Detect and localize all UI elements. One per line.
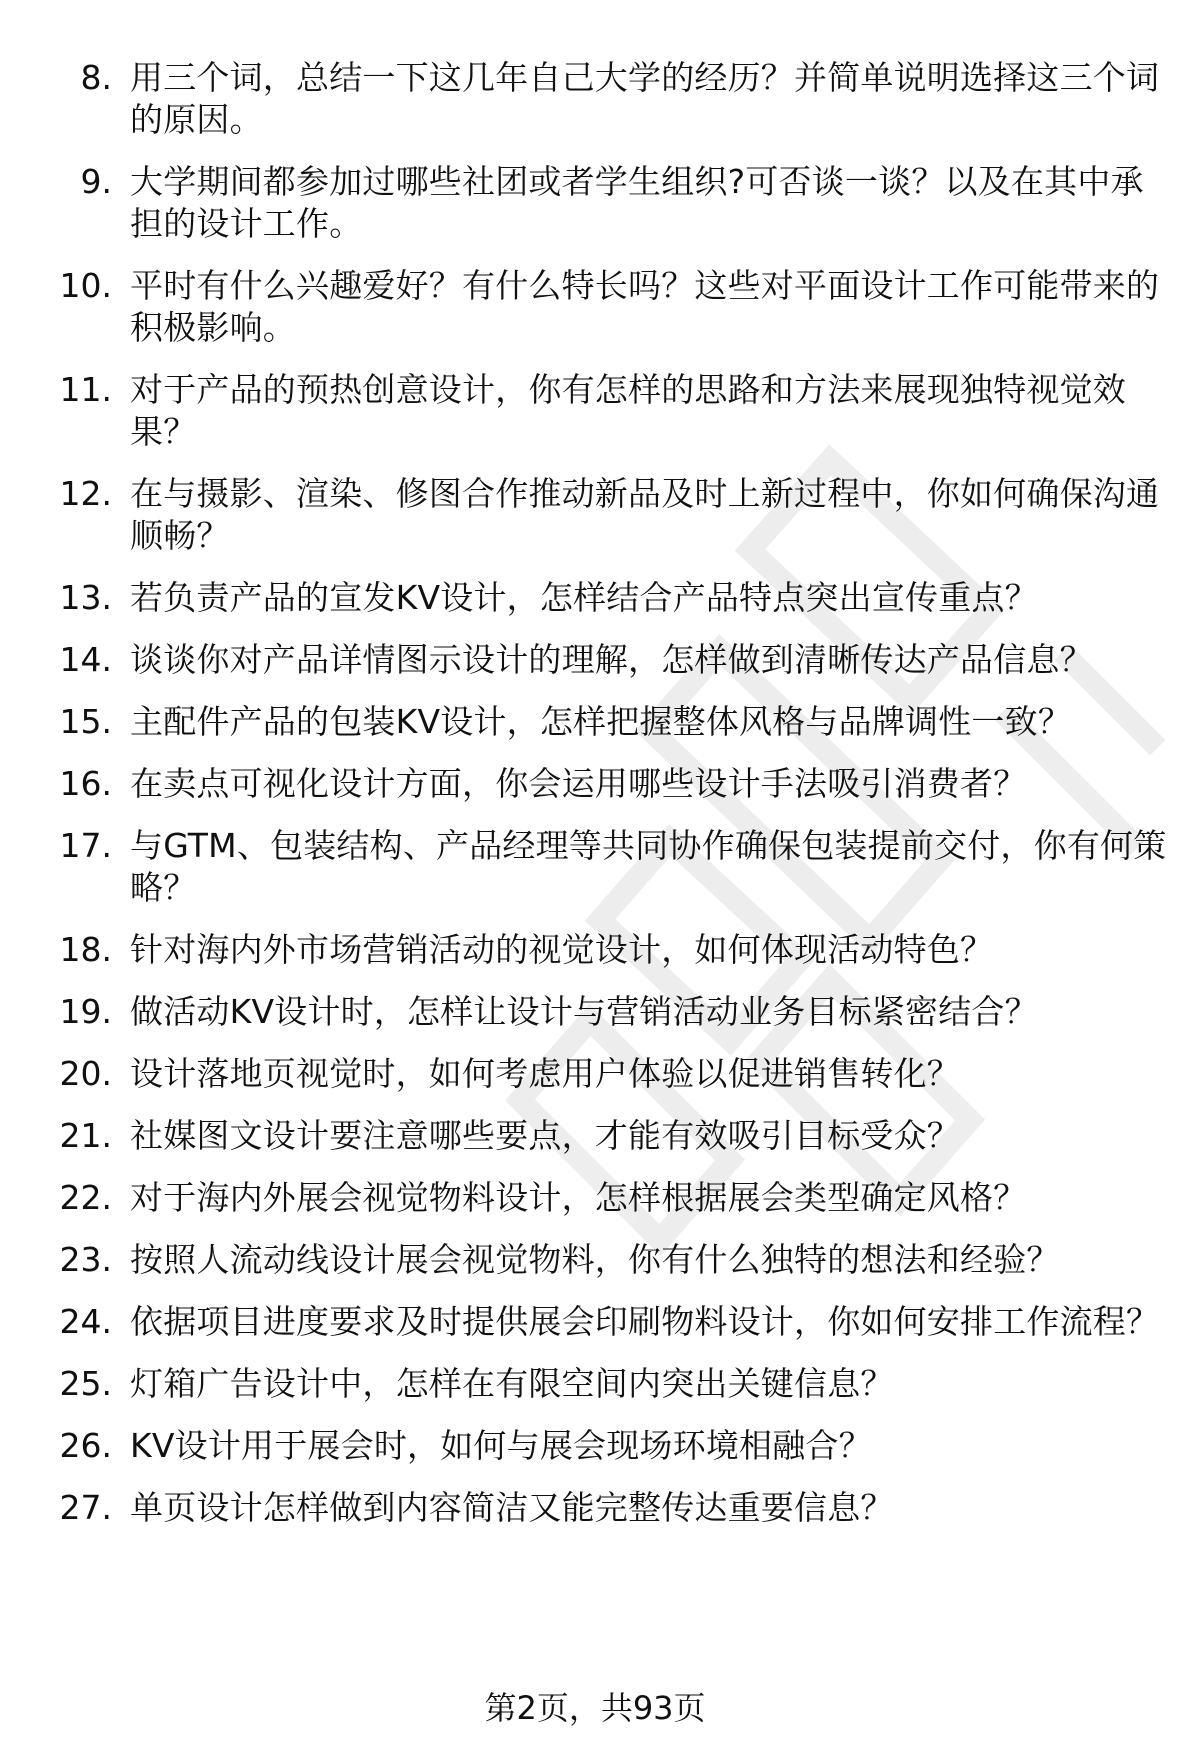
question-number: 27. [59,1488,112,1527]
question-item [0,1301,1190,1343]
question-item [0,825,1190,909]
question-text: 主配件产品的包装KV设计，怎样把握整体风格与品牌调性一致？ [130,702,1072,741]
question-item [0,369,1190,453]
question-number: 24. [59,1302,112,1341]
question-text: 用三个词，总结一下这几年自己大学的经历？并简单说明选择这三个词的原因。 [130,58,1160,139]
question-text: KV设计用于展会时，如何与展会现场环境相融合？ [130,1426,872,1465]
question-number: 9. [80,162,112,201]
question-text: 与GTM、包装结构、产品经理等共同协作确保包装提前交付，你有何策略？ [130,826,1167,907]
question-list [0,57,1190,1549]
question-number: 25. [59,1364,112,1403]
question-item [0,1053,1190,1095]
question-text: 在与摄影、渲染、修图合作推动新品及时上新过程中，你如何确保沟通顺畅？ [130,474,1160,555]
question-number: 22. [59,1178,112,1217]
question-number: 18. [59,930,112,969]
question-text: 大学期间都参加过哪些社团或者学生组织?可否谈一谈？以及在其中承担的设计工作。 [130,162,1144,243]
question-item [0,991,1190,1033]
question-item [0,577,1190,619]
question-number: 20. [59,1054,112,1093]
question-number: 15. [59,702,112,741]
question-text: 灯箱广告设计中，怎样在有限空间内突出关键信息？ [130,1364,894,1403]
question-number: 26. [59,1426,112,1465]
question-text: 设计落地页视觉时，如何考虑用户体验以促进销售转化？ [130,1054,960,1093]
question-number: 19. [59,992,112,1031]
question-number: 10. [59,266,112,305]
question-number: 16. [59,764,112,803]
question-text: 对于海内外展会视觉物料设计，怎样根据展会类型确定风格？ [130,1178,1027,1217]
question-number: 14. [59,640,112,679]
question-item [0,1177,1190,1219]
question-number: 12. [59,474,112,513]
question-item [0,1115,1190,1157]
question-item [0,1425,1190,1467]
question-text: 若负责产品的宣发KV设计，怎样结合产品特点突出宣传重点？ [130,578,1038,617]
page-indicator: 第2页，共93页 [484,1689,706,1727]
question-number: 11. [59,370,112,409]
question-number: 23. [59,1240,112,1279]
question-item [0,701,1190,743]
question-item [0,639,1190,681]
question-text: 按照人流动线设计展会视觉物料，你有什么独特的想法和经验？ [130,1240,1060,1279]
question-text: 做活动KV设计时，怎样让设计与营销活动业务目标紧密结合？ [130,992,1038,1031]
question-item [0,473,1190,557]
question-text: 对于产品的预热创意设计，你有怎样的思路和方法来展现独特视觉效果？ [130,370,1126,451]
question-text: 单页设计怎样做到内容简洁又能完整传达重要信息？ [130,1488,894,1527]
question-text: 依据项目进度要求及时提供展会印刷物料设计，你如何安排工作流程？ [130,1302,1160,1341]
question-item [0,1363,1190,1405]
question-text: 谈谈你对产品详情图示设计的理解，怎样做到清晰传达产品信息？ [130,640,1093,679]
question-text: 社媒图文设计要注意哪些要点，才能有效吸引目标受众？ [130,1116,960,1155]
question-item [0,763,1190,805]
question-number: 17. [59,826,112,865]
question-number: 8. [80,58,112,97]
question-number: 21. [59,1116,112,1155]
question-item [0,1239,1190,1281]
question-item [0,265,1190,349]
question-item [0,929,1190,971]
question-item [0,161,1190,245]
question-text: 在卖点可视化设计方面，你会运用哪些设计手法吸引消费者？ [130,764,1027,803]
question-text: 针对海内外市场营销活动的视觉设计，如何体现活动特色？ [130,930,994,969]
question-number: 13. [59,578,112,617]
question-item [0,1487,1190,1529]
question-text: 平时有什么兴趣爱好？有什么特长吗？这些对平面设计工作可能带来的积极影响。 [130,266,1160,347]
question-item [0,57,1190,141]
